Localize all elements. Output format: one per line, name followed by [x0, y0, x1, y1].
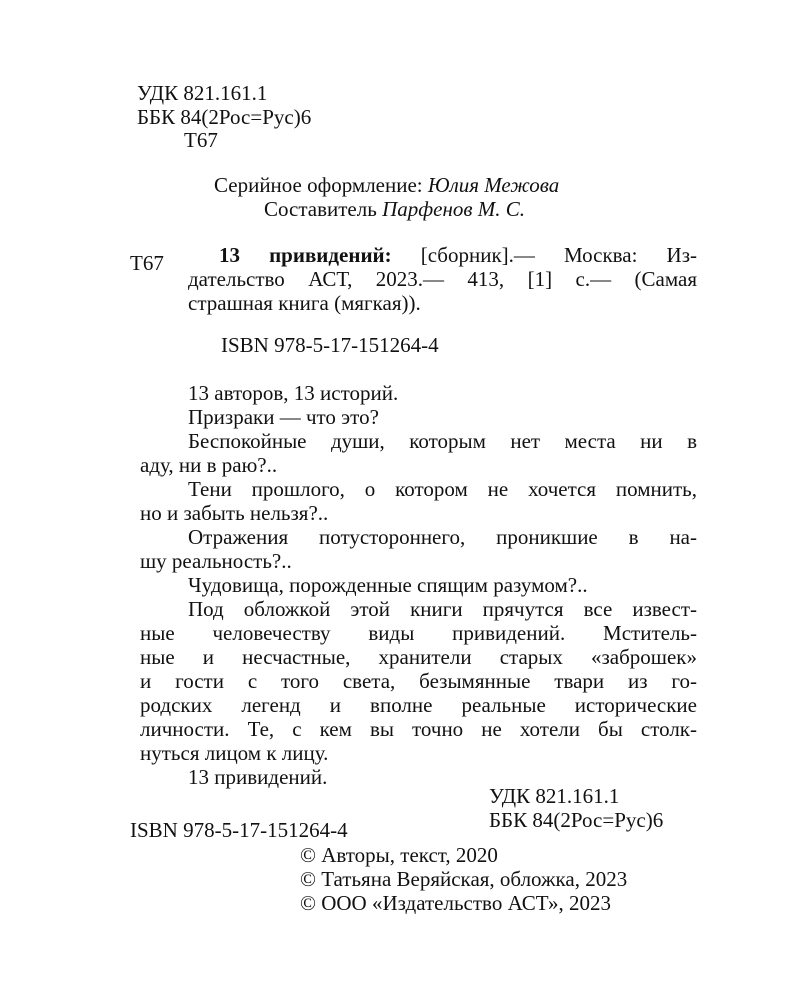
annotation-line: 13 авторов, 13 историй.: [188, 381, 399, 405]
annotation-line: Тени прошлого, о котором не хочется помнить,: [188, 477, 697, 501]
annotation-line: Беспокойные души, которым нет места ни в: [188, 429, 697, 453]
design-credit-label: Серийное оформление:: [214, 173, 423, 197]
compiler-credit-name: Парфенов М. С.: [382, 197, 526, 221]
annotation-line: Призраки — что это?: [188, 405, 379, 429]
bib-line-1-rest: [сборник].— Москва: Из-: [420, 243, 697, 267]
annotation-line: и гости с того света, безымянные твари из го-: [140, 669, 697, 693]
design-credit: [214, 173, 559, 197]
bbk-code: ББК 84(2Рос=Рус)6: [137, 105, 312, 129]
annotation-line: личности. Те, с кем вы точно не хотели бы столк-: [140, 717, 697, 741]
bottom-udk-code: УДК 821.161.1: [489, 784, 620, 808]
annotation-line: 13 привидений.: [188, 765, 328, 789]
bib-isbn: ISBN 978-5-17-151264-4: [221, 333, 439, 357]
bib-author-mark: Т67: [130, 251, 164, 275]
copyright-line: © Татьяна Веряйская, обложка, 2023: [300, 867, 628, 891]
annotation-line: Отражения потустороннего, проникшие в на-: [188, 525, 697, 549]
isbn-bottom: ISBN 978-5-17-151264-4: [130, 818, 348, 842]
design-credit-name: Юлия Межова: [427, 173, 560, 197]
annotation-line: аду, ни в раю?..: [140, 453, 278, 477]
copyright-line: © Авторы, текст, 2020: [300, 843, 498, 867]
annotation-line: родских легенд и вполне реальные исторические: [140, 693, 697, 717]
annotation-line: ные человечеству виды привидений. Мститель-: [140, 621, 697, 645]
annotation-line: но и забыть нельзя?..: [140, 501, 329, 525]
author-mark: Т67: [184, 128, 218, 152]
annotation-line: Под обложкой этой книги прячутся все извест-: [188, 597, 697, 621]
annotation-line: ные и несчастные, хранители старых «заброшек»: [140, 645, 697, 669]
bib-line-1: [219, 243, 697, 267]
bib-line-2: дательство АСТ, 2023.— 413, [1] с.— (Самая: [188, 267, 697, 291]
annotation-line: Чудовища, порожденные спящим разумом?..: [188, 573, 588, 597]
copyright-line: © ООО «Издательство АСТ», 2023: [300, 891, 611, 915]
bottom-bbk-code: ББК 84(2Рос=Рус)6: [489, 808, 664, 832]
annotation-line: шу реальность?..: [140, 549, 292, 573]
udk-code: УДК 821.161.1: [137, 81, 268, 105]
compiler-credit-label: Составитель: [264, 197, 377, 221]
compiler-credit: [264, 197, 525, 221]
bib-line-3: страшная книга (мягкая)).: [188, 291, 421, 315]
bib-title: 13 привидений:: [219, 243, 392, 267]
annotation-line: нуться лицом к лицу.: [140, 741, 329, 765]
